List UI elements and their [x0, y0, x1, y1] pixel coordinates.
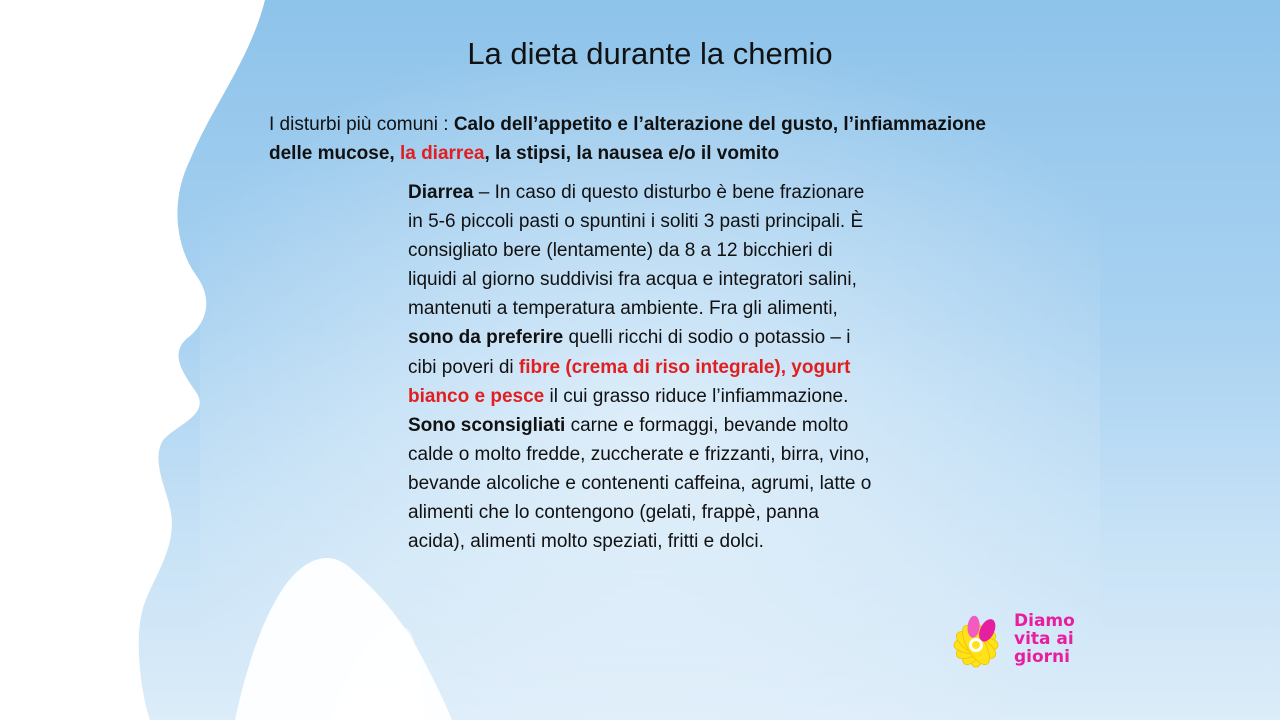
diarrea-paragraph — [408, 178, 878, 556]
intro-highlight: la diarrea — [399, 143, 485, 164]
recommended-foods: fibre (crema di riso integrale), yogurt bianco e pesce — [408, 356, 851, 407]
intro-paragraph — [269, 110, 1029, 168]
discouraged-label: Sono sconsigliati — [408, 414, 566, 436]
paragraph-text-2: quelli ricchi di sodio o potassio – i cibi poveri di — [408, 327, 851, 378]
paragraph-text-1: – In caso di questo disturbo è bene frazionare in 5-6 piccoli pasti o spuntini i soliti 3 pasti principali. È consigliato bere (lentamente) da 8 a 12 bicchieri di liquidi al giorno suddivisi fra acqua e integratori salini, mantenuti a temperatura ambiente. Fra gli alimenti, — [408, 182, 865, 320]
intro-bold-1: Calo dell’appetito e l’alterazione del gusto, l’infiammazione delle mucose, — [269, 114, 986, 164]
logo-line-3: giorni — [1014, 647, 1070, 667]
logo — [942, 610, 1092, 680]
intro-bold-2: , la stipsi, la nausea e/o il vomito — [484, 143, 780, 164]
logo-text — [1014, 612, 1075, 666]
logo-line-1: Diamo — [1014, 611, 1075, 631]
paragraph-text-3: il cui grasso riduce l’infiammazione. — [544, 385, 849, 407]
preferred-label: sono da preferire — [408, 327, 564, 349]
logo-line-2: vita ai — [1014, 629, 1074, 649]
slide-title: La dieta durante la chemio — [467, 36, 833, 71]
paragraph-heading: Diarrea — [408, 182, 474, 203]
intro-lead: I disturbi più comuni : — [269, 114, 454, 135]
paragraph-text-4: carne e formaggi, bevande molto calde o molto fredde, zuccherate e frizzanti, birra, vino, bevande alcoliche e contenenti caffeina, agrumi, latte o alimenti che lo contengono (gelati, frappè, panna acida), alimenti molto speziati, fritti e dolci. — [408, 414, 872, 553]
flower-icon — [942, 610, 1012, 680]
